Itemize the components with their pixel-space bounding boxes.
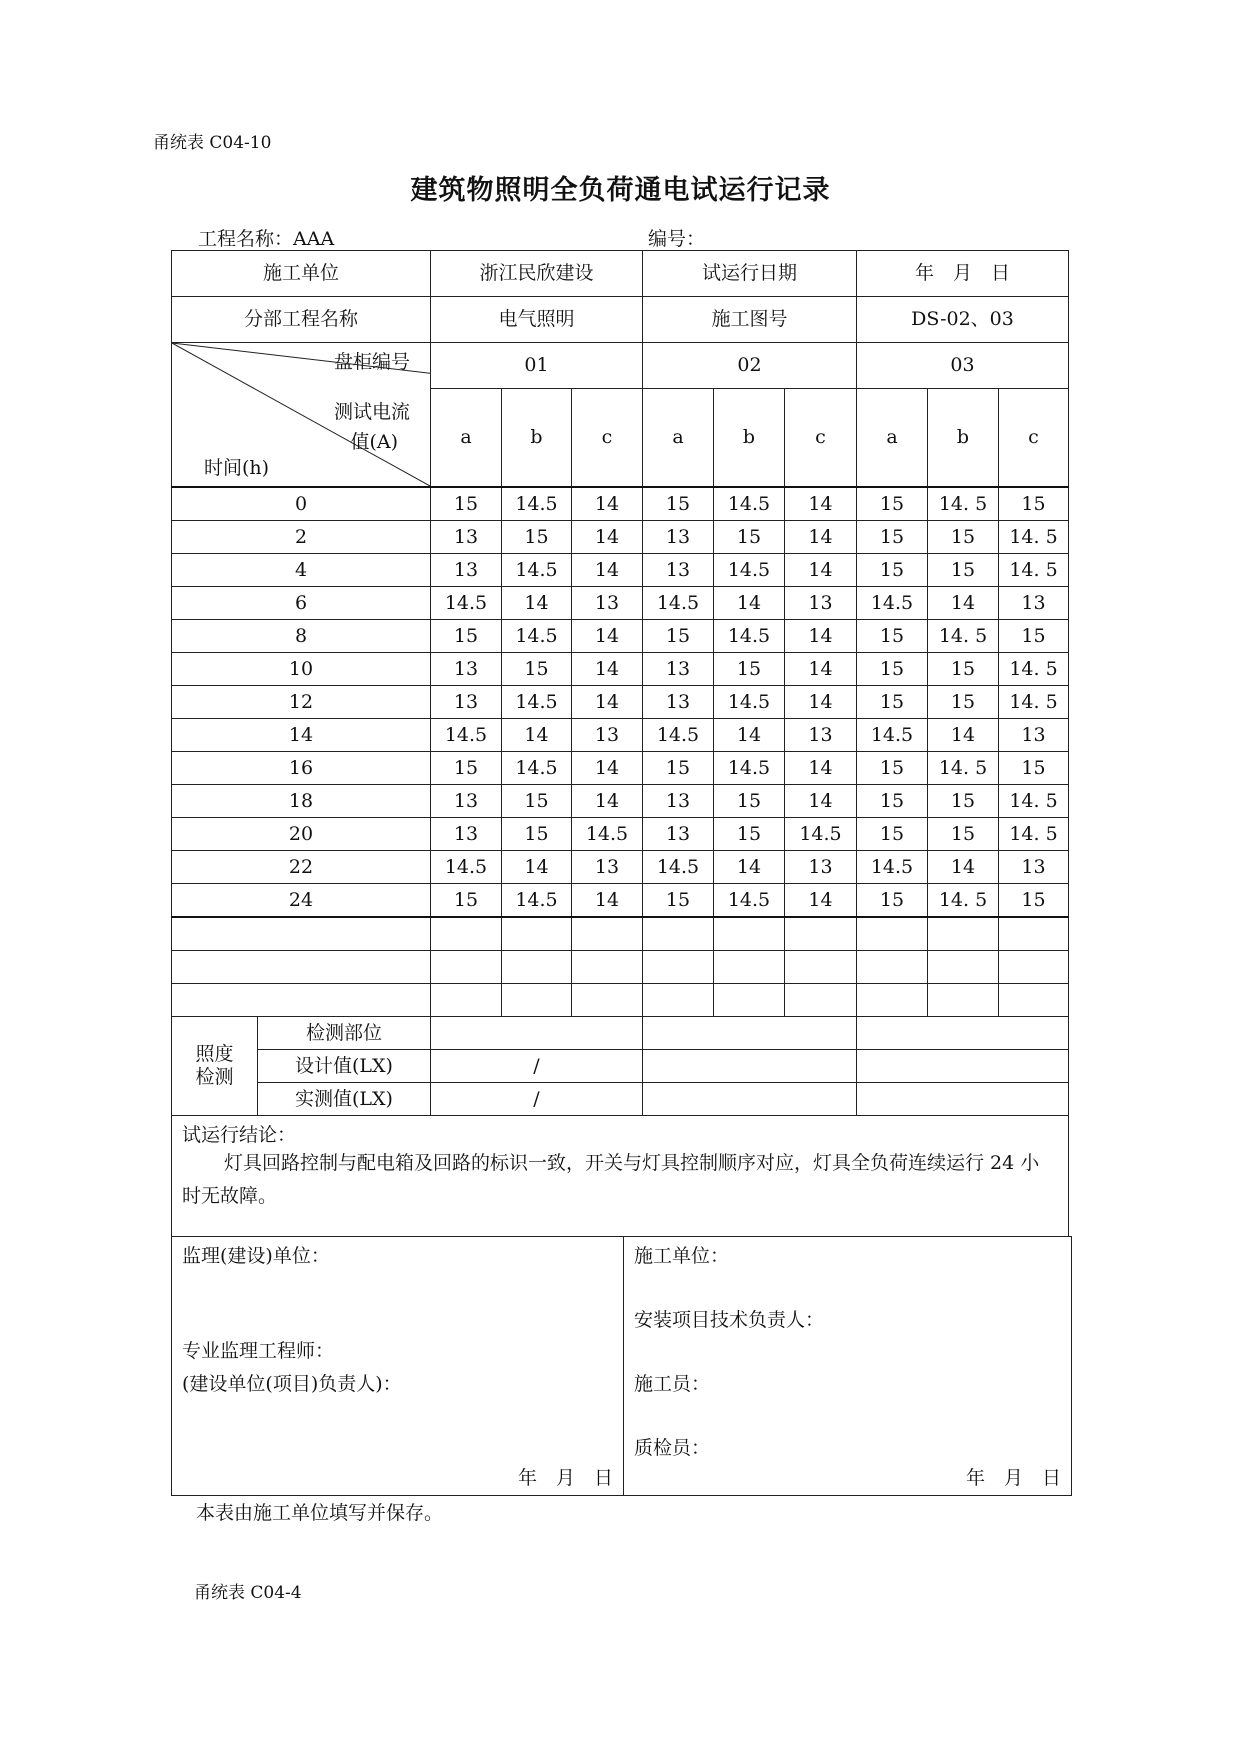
current-value-cell: 14 (572, 884, 643, 918)
phase-header: b (502, 389, 572, 488)
current-value-cell: 14 (785, 487, 857, 521)
table-row (172, 719, 1069, 752)
current-value-cell: 13 (643, 686, 714, 719)
panel-03: 03 (857, 343, 1069, 389)
measured-label: 实测值(LX) (258, 1083, 431, 1116)
current-value-cell: 14 (502, 851, 572, 884)
current-value-cell: 15 (502, 818, 572, 851)
table-row (172, 752, 1069, 785)
location-label: 检测部位 (258, 1017, 431, 1050)
current-value-cell: 14.5 (857, 587, 928, 620)
footer-note: 本表由施工单位填写并保存。 (196, 1502, 444, 1524)
current-value-cell: 14 (502, 587, 572, 620)
current-value-cell: 14.5 (714, 752, 785, 785)
current-label-line1: 测试电流 (333, 401, 410, 423)
current-value-cell: 13 (643, 521, 714, 554)
current-value-cell: 15 (999, 884, 1069, 918)
current-value-cell: 14 (572, 752, 643, 785)
current-value-cell: 14.5 (431, 587, 502, 620)
phase-header: c (999, 389, 1069, 488)
time-cell: 12 (172, 686, 431, 719)
current-value-cell: 15 (431, 752, 502, 785)
phase-header: c (785, 389, 857, 488)
current-value-cell: 15 (857, 785, 928, 818)
current-value-cell: 14 (572, 521, 643, 554)
current-value-cell: 14.5 (502, 487, 572, 521)
current-value-cell: 13 (999, 719, 1069, 752)
time-cell: 6 (172, 587, 431, 620)
current-value-cell: 15 (714, 653, 785, 686)
drawing-value: DS-02、03 (857, 297, 1069, 343)
current-value-cell: 15 (928, 818, 999, 851)
contractor-label: 施工单位 (172, 251, 431, 297)
time-cell: 0 (172, 487, 431, 521)
phase-header: a (431, 389, 502, 488)
current-value-cell: 13 (431, 554, 502, 587)
current-value-cell: 15 (714, 818, 785, 851)
current-value-cell: 15 (857, 521, 928, 554)
current-label-line2: 值(A) (350, 431, 398, 453)
current-value-cell: 14.5 (643, 719, 714, 752)
diagonal-header-cell (172, 343, 431, 488)
current-value-cell: 14 (572, 785, 643, 818)
current-value-cell: 15 (857, 487, 928, 521)
phase-header: a (643, 389, 714, 488)
signature-table (171, 1236, 1072, 1496)
contractor-sign-label: 施工单位： (634, 1245, 730, 1267)
current-value-cell: 15 (857, 620, 928, 653)
current-value-cell: 15 (714, 785, 785, 818)
current-value-cell: 13 (643, 653, 714, 686)
current-value-cell: 15 (857, 653, 928, 686)
serial-number-label: 编号： (648, 228, 706, 250)
current-value-cell: 15 (928, 554, 999, 587)
phase-header: a (857, 389, 928, 488)
supervisor-signature-block (172, 1237, 624, 1496)
current-value-cell: 15 (999, 487, 1069, 521)
table-row (172, 785, 1069, 818)
trial-date-value: 年 月 日 (857, 251, 1069, 297)
current-value-cell: 14. 5 (999, 554, 1069, 587)
current-value-cell: 13 (999, 587, 1069, 620)
current-value-cell: 14.5 (502, 554, 572, 587)
owner-label: (建设单位(项目)负责人)： (182, 1373, 402, 1395)
current-value-cell: 14 (572, 653, 643, 686)
doc-code-bottom: 甬统表 C04-4 (194, 1583, 302, 1603)
current-value-cell: 13 (431, 521, 502, 554)
doc-code-top: 甬统表 C04-10 (153, 133, 272, 153)
current-value-cell: 13 (431, 785, 502, 818)
contractor-value: 浙江民欣建设 (431, 251, 643, 297)
current-value-cell: 15 (502, 785, 572, 818)
current-value-cell: 14 (785, 752, 857, 785)
blank-cell (172, 951, 431, 984)
current-value-cell: 15 (431, 620, 502, 653)
current-value-cell: 14.5 (714, 487, 785, 521)
time-cell: 8 (172, 620, 431, 653)
panel-01: 01 (431, 343, 643, 389)
blank-cell (172, 917, 431, 951)
current-value-cell: 15 (714, 521, 785, 554)
current-value-cell: 14. 5 (999, 521, 1069, 554)
current-value-cell: 15 (999, 620, 1069, 653)
current-value-cell: 14.5 (572, 818, 643, 851)
current-value-cell: 13 (785, 719, 857, 752)
table-row (172, 851, 1069, 884)
time-cell: 16 (172, 752, 431, 785)
current-value-cell: 15 (999, 752, 1069, 785)
current-value-cell: 14.5 (431, 719, 502, 752)
current-value-cell: 14 (502, 719, 572, 752)
phase-header: c (572, 389, 643, 488)
current-value-cell: 15 (431, 487, 502, 521)
phase-header: b (928, 389, 999, 488)
current-value-cell: 14. 5 (999, 785, 1069, 818)
current-value-cell: 15 (928, 653, 999, 686)
page-title: 建筑物照明全负荷通电试运行记录 (410, 175, 831, 206)
contractor-signature-block (624, 1237, 1072, 1496)
current-value-cell: 13 (431, 686, 502, 719)
current-value-cell: 14.5 (431, 851, 502, 884)
current-value-cell: 14 (572, 487, 643, 521)
record-table (171, 250, 1069, 1237)
time-cell: 2 (172, 521, 431, 554)
current-value-cell: 15 (857, 818, 928, 851)
table-row (172, 818, 1069, 851)
current-value-cell: 14.5 (502, 620, 572, 653)
current-value-cell: 14.5 (785, 818, 857, 851)
current-value-cell: 14. 5 (928, 752, 999, 785)
table-row (172, 521, 1069, 554)
current-value-cell: 15 (857, 554, 928, 587)
current-value-cell: 14 (785, 554, 857, 587)
current-value-cell: 14.5 (502, 686, 572, 719)
conclusion-cell (172, 1116, 1069, 1237)
panel-number-label: 盘柜编号 (333, 351, 410, 373)
time-cell: 14 (172, 719, 431, 752)
time-cell: 22 (172, 851, 431, 884)
current-value-cell: 14. 5 (999, 818, 1069, 851)
current-value-cell: 15 (502, 521, 572, 554)
current-value-cell: 15 (643, 487, 714, 521)
panel-02: 02 (643, 343, 857, 389)
current-value-cell: 15 (431, 884, 502, 918)
current-value-cell: 13 (572, 587, 643, 620)
current-value-cell: 14 (928, 719, 999, 752)
table-row (172, 487, 1069, 521)
table-row (172, 620, 1069, 653)
design-value: / (431, 1050, 643, 1083)
current-value-cell: 15 (643, 620, 714, 653)
current-value-cell: 13 (643, 785, 714, 818)
current-value-cell: 14.5 (643, 851, 714, 884)
current-value-cell: 15 (928, 785, 999, 818)
table-row (172, 686, 1069, 719)
drawing-label: 施工图号 (643, 297, 857, 343)
current-value-cell: 14. 5 (999, 686, 1069, 719)
phase-header: b (714, 389, 785, 488)
time-cell: 24 (172, 884, 431, 918)
current-value-cell: 14.5 (857, 719, 928, 752)
current-value-cell: 14 (572, 686, 643, 719)
current-value-cell: 15 (857, 752, 928, 785)
conclusion-text: 灯具回路控制与配电箱及回路的标识一致，开关与灯具控制顺序对应，灯具全负荷连续运行 24 小时无故障。 (182, 1151, 1040, 1208)
measured-value: / (431, 1083, 643, 1116)
current-value-cell: 14 (785, 686, 857, 719)
table-row (172, 554, 1069, 587)
current-value-cell: 14. 5 (928, 487, 999, 521)
current-value-cell: 14.5 (502, 752, 572, 785)
current-value-cell: 14 (928, 851, 999, 884)
current-value-cell: 15 (857, 686, 928, 719)
current-value-cell: 14 (714, 851, 785, 884)
design-label: 设计值(LX) (258, 1050, 431, 1083)
inspector-label: 质检员： (634, 1437, 711, 1459)
blank-cell (172, 984, 431, 1017)
current-value-cell: 14 (928, 587, 999, 620)
current-value-cell: 14 (572, 620, 643, 653)
current-value-cell: 13 (643, 554, 714, 587)
table-row (172, 653, 1069, 686)
current-value-cell: 15 (928, 521, 999, 554)
table-row (172, 884, 1069, 918)
current-value-cell: 15 (643, 884, 714, 918)
current-value-cell: 14 (785, 620, 857, 653)
current-value-cell: 14.5 (714, 620, 785, 653)
trial-date-label: 试运行日期 (643, 251, 857, 297)
current-value-cell: 14 (785, 653, 857, 686)
supervisor-label: 监理(建设)单位： (182, 1245, 330, 1267)
current-value-cell: 14. 5 (928, 884, 999, 918)
time-cell: 18 (172, 785, 431, 818)
time-cell: 4 (172, 554, 431, 587)
current-value-cell: 15 (857, 884, 928, 918)
tech-lead-label: 安装项目技术负责人： (634, 1309, 825, 1331)
current-value-cell: 15 (643, 752, 714, 785)
project-name: 工程名称：AAA (198, 228, 335, 250)
current-value-cell: 13 (572, 719, 643, 752)
current-value-cell: 14.5 (714, 554, 785, 587)
right-date: 年 月 日 (965, 1467, 1061, 1489)
current-value-cell: 13 (431, 818, 502, 851)
current-value-cell: 14.5 (714, 884, 785, 918)
current-value-cell: 14 (785, 785, 857, 818)
illuminance-label: 照度检测 (172, 1017, 258, 1116)
current-value-cell: 13 (999, 851, 1069, 884)
subproject-label: 分部工程名称 (172, 297, 431, 343)
current-value-cell: 14 (785, 884, 857, 918)
left-date: 年 月 日 (517, 1467, 613, 1489)
current-value-cell: 13 (431, 653, 502, 686)
current-value-cell: 14 (714, 719, 785, 752)
subproject-value: 电气照明 (431, 297, 643, 343)
current-value-cell: 14.5 (643, 587, 714, 620)
time-label: 时间(h) (204, 457, 270, 480)
current-value-cell: 14.5 (714, 686, 785, 719)
current-value-cell: 14. 5 (999, 653, 1069, 686)
current-value-cell: 14 (714, 587, 785, 620)
current-value-cell: 14.5 (857, 851, 928, 884)
engineer-label: 专业监理工程师： (182, 1340, 335, 1362)
current-value-cell: 15 (502, 653, 572, 686)
table-row (172, 587, 1069, 620)
current-value-cell: 15 (928, 686, 999, 719)
current-value-cell: 14 (572, 554, 643, 587)
location-value (431, 1017, 643, 1050)
current-value-cell: 14 (785, 521, 857, 554)
conclusion-label: 试运行结论： (182, 1124, 297, 1146)
current-value-cell: 14. 5 (928, 620, 999, 653)
current-value-cell: 13 (643, 818, 714, 851)
current-value-cell: 13 (785, 851, 857, 884)
time-cell: 10 (172, 653, 431, 686)
constructor-label: 施工员： (634, 1373, 711, 1395)
current-value-cell: 13 (572, 851, 643, 884)
current-value-cell: 14.5 (502, 884, 572, 918)
current-value-cell: 13 (785, 587, 857, 620)
time-cell: 20 (172, 818, 431, 851)
